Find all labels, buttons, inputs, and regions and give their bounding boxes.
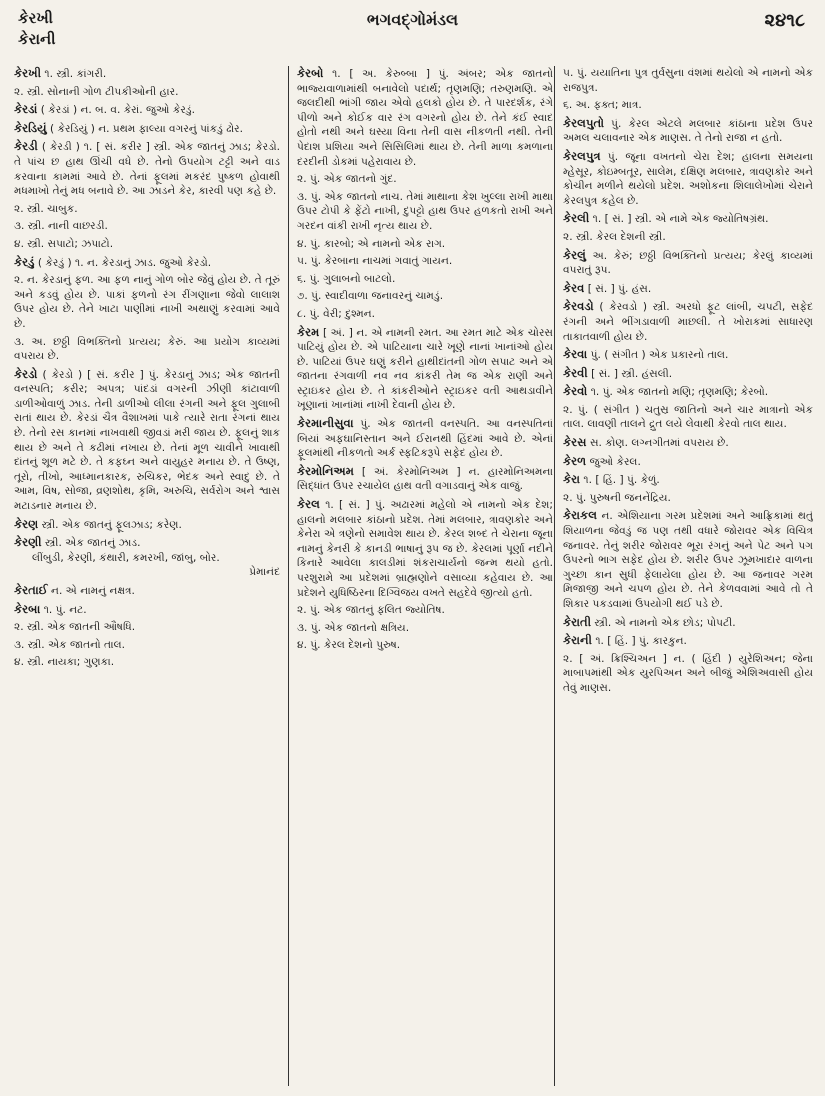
entry-definition: પું. જૂના વખતનો ચેરા દેશ; હાલના સમયના મ્હેસૂર, કોઇમ્બતૂર, સાલેમ, દક્ષિણ મલબાર, ત્રાવણકોર અને કોચીન મળીને થયેલો પ્રદેશ. અશોકના શિલાલેખોમાં ચેરાને કેરલપુત્ર કહેલ છે. [563, 150, 813, 207]
dictionary-entry [14, 202, 280, 217]
entry-headword: કેરલું [563, 247, 586, 262]
dictionary-entry [14, 583, 280, 599]
entry-headword: કેરાતી [563, 614, 592, 629]
entry-headword: કેરલી [563, 211, 590, 226]
entry-headword: કેરલપુતો [563, 115, 605, 130]
entry-definition: ૨. સ્ત્રી. કેરલ દેશની સ્ત્રી. [563, 230, 666, 243]
dictionary-entry [563, 454, 813, 470]
entry-headword: કેરડું [14, 254, 35, 269]
dictionary-entry [297, 497, 553, 600]
entry-definition: ૧. [ અ. કેરુબ્બા ] પું. અંબર; એક જાતનો ભાજ્યવાળામાંથી બનાવેલો પદાર્થ; તૃણમણિ; તરુણમણિ. એ જલદીથી ભાંગી જાય એવો હલકો હોય છે. તે પારદર્શક, રંગે પીળો અને કોઈક વાર રંગ વગરનો હોય છે. તેને કંઈ સ્વાદ હોતો નથી અને ઘસ્યા વિના તેની વાસ નીકળતી નથી. તેની પેદાશ પ્રશિયા અને સિસિલિમાં થાય છે. તેની માળા કમળાના દરદીની ડોકમાં પહેરાવાય છે. [297, 68, 553, 168]
dictionary-entry [297, 66, 553, 169]
entry-definition: ૪. સ્ત્રી. સપાટો; ઝપાટો. [14, 237, 114, 250]
dictionary-entry [297, 289, 553, 304]
entry-definition: પું. કેરલ એટલે મલબાર કાંઠાના પ્રદેશ ઉપર અમલ ચલાવનાર એક માણસ. તે તેનો રાજા ન હતો. [563, 117, 813, 145]
entry-definition: ૬. પું. ગુલાબનો બાટલો. [297, 272, 396, 285]
dictionary-entry [563, 66, 813, 95]
entry-definition: ૧. [ હિં. ] પું. કારકુન. [595, 635, 687, 648]
entry-headword: કેરડો [14, 366, 38, 381]
entry-definition: ૨. પું. એક જાતનો ગુંદ. [297, 173, 397, 186]
dictionary-entry [14, 237, 280, 252]
entry-headword: કેરળ [563, 453, 587, 468]
dictionary-entry [14, 139, 280, 198]
dictionary-entry [14, 638, 280, 653]
dictionary-entry [14, 535, 280, 580]
entry-definition: ૨. પું. ( સંગીત ) ચતુસ્ર જાતિનો અને ચાર માત્રાનો એક તાલ. લાવણી તાલને દ્રુત લયે લેવાથી કેરવો તાલ થાય. [563, 403, 813, 431]
entry-headword: કેરા [563, 472, 581, 487]
dictionary-entry [563, 347, 813, 363]
dictionary-entry [563, 211, 813, 227]
entry-definition: ૨. ન. કેરડાનું ફળ. આ ફળ નાનું ગોળ બોર જેવું હોય છે. તે તૂરું અને કડવું હોય છે. પાકાં ફળનો રંગ રીંગણાના જેવો લાલાશ ઉપર હોય છે. તેને ખાટા પાણીમાં નાખી અથાણું કરવામાં આવે છે. [14, 274, 280, 330]
entry-headword: કેરણ [14, 516, 39, 531]
entry-definition: ૬. અ. ફક્ત; માત્ર. [563, 99, 642, 112]
column-2 [288, 66, 553, 1086]
entry-definition: [ સં. ] પું. હંસ. [587, 282, 652, 295]
page-number: ૨૪૧૮ [764, 10, 805, 31]
entry-headword: કેરવો [563, 384, 588, 399]
dictionary-entry [14, 517, 280, 533]
dictionary-entry [563, 281, 813, 297]
entry-headword: કેરમાનીસુવા [297, 416, 354, 431]
entry-definition: [ અં. કેરમોનિઅમ ] ન. હારમોનિઅમના સિદ્ધાંત ઉપર રચાયેલ હાથ વતી વગાડવાનું એક વાજું. [297, 465, 553, 493]
entry-headword: કેરખી [14, 66, 42, 80]
entry-definition: ( કેરડાં ) ન. બ. વ. કેરાં. જુઓ કેરડું. [40, 104, 195, 117]
entry-headword: કેરવ [563, 280, 585, 295]
entry-definition: ન. એ નામનું નક્ષત્ર. [51, 585, 135, 597]
entry-quotation: લીંબુડી, કેરણી, કંથારી, કમરખી, જાંબુ, બોર. [32, 551, 220, 564]
dictionary-entry [563, 403, 813, 432]
entry-definition: સ. કોણ. લગ્નગીતમાં વપરાય છે. [589, 437, 729, 450]
dictionary-entry [563, 491, 813, 506]
entry-definition: ( કેરવડો ) સ્ત્રી. અરધો ફૂટ લાંબી, ચપટી, સફેદ રંગની અને ભીંગડાવાળી માછલી. તે ખોરાકમાં સાધારણ તાકાતવાળી હોય છે. [563, 301, 813, 343]
dictionary-entry [297, 416, 553, 461]
entry-headword: કેરતાઈ [14, 583, 48, 597]
entry-definition: અ. કેરું; છઠ્ઠી વિભક્તિનો પ્રત્યય; કેરલું કાવ્યમાં વપરાતું રૂપ. [563, 249, 813, 277]
dictionary-entry [14, 602, 280, 618]
dictionary-entry [297, 621, 553, 636]
entry-definition: ૩. સ્ત્રી. નાની વાછરડી. [14, 220, 108, 233]
dictionary-entry [14, 219, 280, 234]
entry-definition: ૨. સ્ત્રી. એક જાતની ઔષધિ. [14, 621, 136, 634]
entry-definition: ૧. [ સં. ] સ્ત્રી. એ નામે એક જ્યોતિષગ્રંથ. [592, 213, 769, 226]
entry-definition: ૧. [ હિં. ] પું. કેળું. [583, 474, 660, 487]
entry-definition: ૨. [ અં. ક્રિશ્ચિઅન ] ન. ( હિંદી ) યુરેશિઅન; જેના માબાપમાંથી એક યુરપિઅન અને બીજું એશિઅવાસી હોય તેવું માણસ. [563, 652, 813, 694]
entry-definition: ૨. પું. એક જાતનું ફલિત જ્યોતિષ. [297, 604, 445, 617]
dictionary-entry [563, 98, 813, 113]
dictionary-entry [297, 272, 553, 287]
entry-definition: ૨. પું. પુરુષની જનનેંદ્રિય. [563, 491, 671, 504]
dictionary-entry [563, 248, 813, 278]
dictionary-entry [563, 633, 813, 649]
entry-headword: કેરસ [563, 435, 587, 450]
dictionary-entry [297, 638, 553, 653]
entry-definition: ૧. પું. નટ. [43, 603, 87, 616]
entry-headword: કેરલ [297, 497, 320, 512]
entry-definition: ૫. પું. યયાતિના પુત્ર તુર્વસુના વંશમાં થયેલો એ નામનો એક રાજપુત્ર. [563, 67, 813, 94]
dictionary-entry [14, 367, 280, 514]
entry-headword: કેરલપુત્ર [563, 148, 601, 163]
dictionary-entry [563, 149, 813, 208]
dictionary-entry [14, 66, 280, 82]
entry-definition: ૮. પું. વેરી; દુશ્મન. [297, 307, 376, 320]
quotation-attribution: પ્રેમાનંદ [249, 566, 280, 579]
dictionary-entry [297, 172, 553, 187]
page-header [14, 8, 811, 64]
entry-definition: ૧. સ્ત્રી. કાંગરી. [44, 68, 107, 80]
entry-headword: કેરડી [14, 139, 38, 154]
entry-headword: કેરડિયું [14, 120, 47, 135]
dictionary-entry [297, 325, 553, 414]
entry-definition: ( કેરડો ) [ સં. કરીર ] પું. કેરડાનું ઝાડ; એક જાતની વનસ્પતિ; કરીર; અપત્ર; પાંદડાં વગરની ઝીણી કાંટાવાળી ડાળીઓવાળું ઝાડ. તેની ડાળીઓ લીલા રંગની અને ફૂલ ગુલાબી રાતાં થાય છે. કેરડાં ચૈત્ર વૈશાખમાં પાકે ત્યારે રાતા રંગનાં થાય છે. તેનો રસ કાનમાં નાખવાથી જીવડાં મરી જાય છે. ફૂલનું શાક થાય છે અને તે કઢીમાં નખાય છે. તેનાં મૂળ ચાવીને ખાવાથી દાંતનું શૂળ મટે છે. તે કફઘ્ન અને વાયુહર મનાય છે. તે ઉષ્ણ, તૂરો, તીખો, આધ્માનકારક, રુચિકર, ભેદક અને સ્વાદુ છે. તે આમ, વિષ, સોજા, વ્રણશોથ, કૃમિ, અરુચિ, સર્વરોગ અને શ્વાસ મટાડનાર મનાય છે. [14, 368, 280, 513]
dictionary-entry [297, 464, 553, 494]
dictionary-entry [14, 655, 280, 670]
entry-headword: કેરબો [297, 66, 324, 80]
entry-definition: ૫. પું. કેરબાના નાચમાં ગવાતું ગાયન. [297, 255, 453, 268]
entry-definition: સ્ત્રી. એક જાતનું ફૂલઝાડ; કરેણ. [41, 518, 182, 531]
dictionary-entry [563, 652, 813, 696]
entry-definition: ૩. અ. છઠ્ઠી વિભક્તિનો પ્રત્યય; કેરું. આ પ્રયોગ કાવ્યમાં વપરાય છે. [14, 335, 280, 363]
entry-headword: કેરવી [563, 365, 588, 380]
entry-definition: ન. એશિયાના ગરમ પ્રદેશમાં અને આફ્રિકામાં થતું શિયાળના જેવડું જ પણ તથી વધારે જોરાવર એક વિચિત્ર જનાવર. તેનું શરીર જોરાવર ભૂરા રંગનું અને પેટ અને પગ ઉપરનો ભાગ સફેદ હોય છે. શરીર ઉપર ઝૂમખાદાર વાળના ગુચ્છા કાન સુધી ફેલાયેલા હોય છે. આ જનાવર ગરમ મિજાજી અને ચપળ હોય છે. તેને કેળવવામાં આવે તો તે શિકાર પકડવામાં ઉપયોગી થઈ પડે છે. [563, 510, 813, 610]
entry-definition: ૩. પું. એક જાતનો ક્ષત્રિય. [297, 621, 410, 634]
column-1 [14, 66, 280, 1086]
dictionary-entry [563, 615, 813, 631]
entry-headword: કેરાની [563, 633, 592, 648]
entry-definition: પું. ( સંગીત ) એક પ્રકારનો તાલ. [590, 349, 729, 362]
dictionary-entry [563, 230, 813, 245]
dictionary-entry [14, 255, 280, 271]
dictionary-entry [297, 237, 553, 252]
dictionary-entry [14, 273, 280, 331]
entry-definition: ૨. સ્ત્રી. સોનાની ગોળ ટીપકીઓની હાર. [14, 85, 179, 98]
dictionary-columns [14, 66, 812, 1090]
entry-definition: સ્ત્રી. એ નામનો એક છોડ; પોપટી. [594, 616, 736, 629]
dictionary-entry [297, 254, 553, 269]
entry-definition: પું. એક જાતની વનસ્પતિ. આ વનસ્પતિનાં બિયાં અફઘાનિસ્તાન અને ઈરાનથી હિંદમાં આવે છે. એનાં ફૂલમાંથી નીકળતો અર્ક સ્ફટિકરૂપે સફેદ હોય છે. [297, 418, 553, 460]
dictionary-entry [563, 116, 813, 146]
entry-headword: કેરમ [297, 324, 320, 339]
entry-definition: સ્ત્રી. એક જાતનું ઝાડ. [44, 537, 141, 550]
dictionary-entry [14, 102, 280, 118]
entry-definition: ૩. પું. એક જાતનો નાચ. તેમાં માથાના કેશ ખુલ્લા રાખી માથા ઉપર ટોપી કે ફેંટો નાખી, દુપટ્ટો હાથ ઉપર હળકતો રાખી અને ગરદન વાંકી રાખી નૃત્ય થાય છે. [297, 190, 553, 232]
entry-definition: ( કેરડિયું ) ન. પ્રથમ ફાલ્યા વગરનું પાંકડું ઢોર. [50, 122, 243, 135]
entry-definition: જુઓ કેરલ. [589, 455, 641, 468]
dictionary-entry [14, 335, 280, 364]
dictionary-entry [563, 508, 813, 611]
dictionary-entry [563, 366, 813, 382]
first-headword: કેરખી [18, 9, 53, 27]
entry-definition: ( કેરડું ) ૧. ન. કેરડાનું ઝાડ. જુઓ કેરડો. [37, 256, 212, 269]
entry-headword: કેરવડો [563, 299, 594, 314]
entry-headword: કેરડાં [14, 102, 38, 117]
entry-headword: કેરમોનિઅમ [297, 463, 354, 478]
entry-definition: ૪. સ્ત્રી. નાયકા; ગુણકા. [14, 656, 115, 669]
dictionary-entry [14, 121, 280, 137]
dictionary-entry [563, 384, 813, 400]
dictionary-entry [563, 435, 813, 451]
entry-definition: ૧. [ સં. ] પું. અઢારમાં મહેલો એ નામનો એક દેશ; હાલનો મલબાર કાંઠાનો પ્રદેશ. તેમાં મલબાર, ત્રાવણકોર અને કેનેરા એ ત્રણેનો સમાવેશ થાય છે. કેરલ શબ્દ તે ચેરાના જૂના નામનું કેનરી કે કાનડી ભાષાનું રૂપ જ છે. કેરલમાં પૂર્ણા નદીને કિનારે આવેલા કાલડીમાં શંકરાચાર્યનો જન્મ થયો હતો. પરશુરામે આ પ્રદેશમાં બ્રાહ્મણોને વસાવ્યા કહેવાય છે. આ પ્રદેશને યુધિષ્ઠિરના દિગ્વિજય વખતે સહદેવે જીત્યો હતો. [297, 499, 553, 599]
entry-headword: કેરાકલ [563, 508, 597, 523]
entry-definition: [ અં. ] ન. એ નામની રમત. આ રમત માટે એક ચોરસ પાટિયું હોય છે. એ પાટિયાના ચારે ખૂણે નાનાં ખાનાંઓ હોય છે. પાટિયાં ઉપર ઘણું કરીને હાથીદાંતની ગોળ સપાટ અને એ જાતના રંગવાળી નવ નવ કાંકરી તેમ જ એક રાણી અને સ્ટ્રાઇકર હોય છે. તે કાંકરીઓને સ્ટ્રાઇકર વતી આથડાવીને ખૂણાનાં ખાનાંમાં નાખી દેવાની હોય છે. [297, 326, 553, 412]
last-headword: કેરાની [18, 30, 56, 48]
dictionary-entry [563, 299, 813, 344]
dictionary-entry [14, 85, 280, 100]
entry-definition: ૪. પું. કેરલ દેશનો પુરુષ. [297, 639, 401, 652]
dictionary-entry [297, 603, 553, 618]
entry-definition: ૩. સ્ત્રી. એક જાતનો તાલ. [14, 638, 126, 651]
entry-headword: કેરબા [14, 601, 41, 616]
entry-definition: [ સં. ] સ્ત્રી. હંસલી. [591, 367, 673, 380]
dictionary-entry [297, 190, 553, 234]
dictionary-entry [563, 472, 813, 488]
entry-definition: ૧. પું. એક જાતનો મણિ; તૃણમણિ; કેરબો. [590, 386, 769, 399]
dictionary-entry [297, 307, 553, 322]
entry-definition: ૪. પું. કારબો; એ નામનો એક રાગ. [297, 237, 446, 250]
entry-definition: ૭. પું. સ્વાદીવાળા જનાવરનું ચામડું. [297, 290, 444, 303]
column-3 [554, 66, 813, 1086]
dictionary-entry [14, 620, 280, 635]
running-title: ભગવદ્ગોમંડલ [366, 10, 459, 29]
entry-definition: ( કેરડી ) ૧. [ સં. કરીર ] સ્ત્રી. એક જાતનું ઝાડ; કેરડો. તે પાંચ છ હાથ ઊંચી વધે છે. તેનો ઉપયોગ ટટ્ટી અને વાડ કરવાના કામમાં આવે છે. તેનાં ફૂલમાં મકરંદ પુષ્કળ હોવાથી મધમાખો તેનું મધ બનાવે છે. આ ઝાડને કેર, કારવી પણ કહે છે. [14, 141, 280, 198]
entry-headword: કેરવા [563, 347, 588, 362]
entry-definition: ૨. સ્ત્રી. ચાબુક. [14, 202, 78, 215]
entry-headword: કેરણી [14, 535, 42, 550]
